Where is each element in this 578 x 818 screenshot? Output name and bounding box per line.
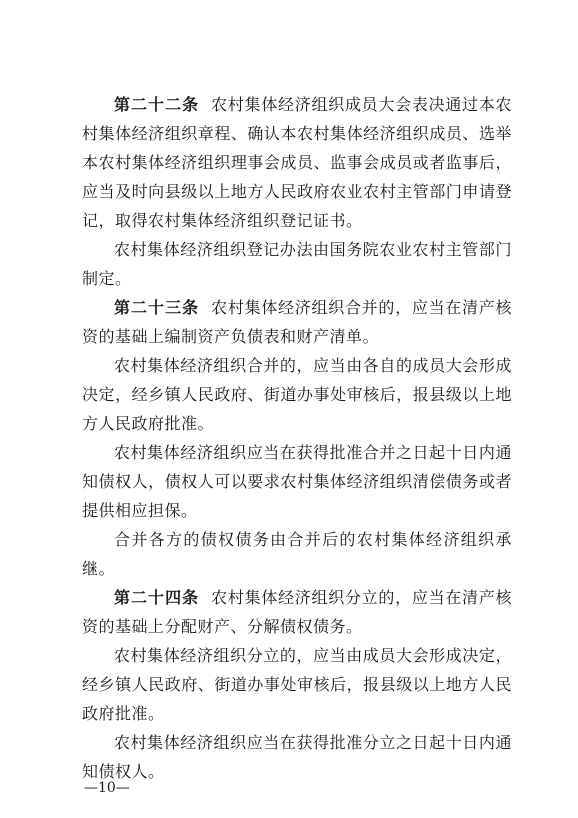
paragraph-text: 农村集体经济组织应当在获得批准合并之日起十日内通知债权人，债权人可以要求农村集体经济组织清偿债务或者提供相应担保。 — [82, 443, 512, 520]
paragraph-article-22 — [82, 90, 512, 235]
article-number: 第二十四条 — [114, 588, 200, 607]
article-number: 第二十二条 — [114, 95, 200, 114]
paragraph-text: 合并各方的债权债务由合并后的农村集体经济组织承继。 — [82, 530, 512, 578]
paragraph — [82, 351, 512, 438]
paragraph-text: 农村集体经济组织合并的，应当由各自的成员大会形成决定，经乡镇人民政府、街道办事处审核后，报县级以上地方人民政府批准。 — [82, 356, 512, 433]
paragraph-text: 农村集体经济组织合并的，应当在清产核资的基础上编制资产负债表和财产清单。 — [82, 298, 512, 346]
paragraph — [82, 728, 512, 786]
paragraph-text: 农村集体经济组织成员大会表决通过本农村集体经济组织章程、确认本农村集体经济组织成员、选举本农村集体经济组织理事会成员、监事会成员或者监事后，应当及时向县级以上地方人民政府农业农村主管部门申请登记，取得农村集体经济组织登记证书。 — [82, 95, 512, 230]
paragraph-text: 农村集体经济组织应当在获得批准分立之日起十日内通知债权人。 — [82, 733, 512, 781]
paragraph-article-23 — [82, 293, 512, 351]
page-number: —10— — [84, 780, 130, 796]
article-number: 第二十三条 — [114, 298, 200, 317]
paragraph — [82, 525, 512, 583]
document-body — [82, 90, 512, 786]
paragraph — [82, 235, 512, 293]
paragraph-text: 农村集体经济组织分立的，应当由成员大会形成决定，经乡镇人民政府、街道办事处审核后，报县级以上地方人民政府批准。 — [82, 646, 512, 723]
paragraph — [82, 641, 512, 728]
paragraph — [82, 438, 512, 525]
paragraph-text: 农村集体经济组织登记办法由国务院农业农村主管部门制定。 — [82, 240, 512, 288]
paragraph-article-24 — [82, 583, 512, 641]
paragraph-text: 农村集体经济组织分立的，应当在清产核资的基础上分配财产、分解债权债务。 — [82, 588, 512, 636]
